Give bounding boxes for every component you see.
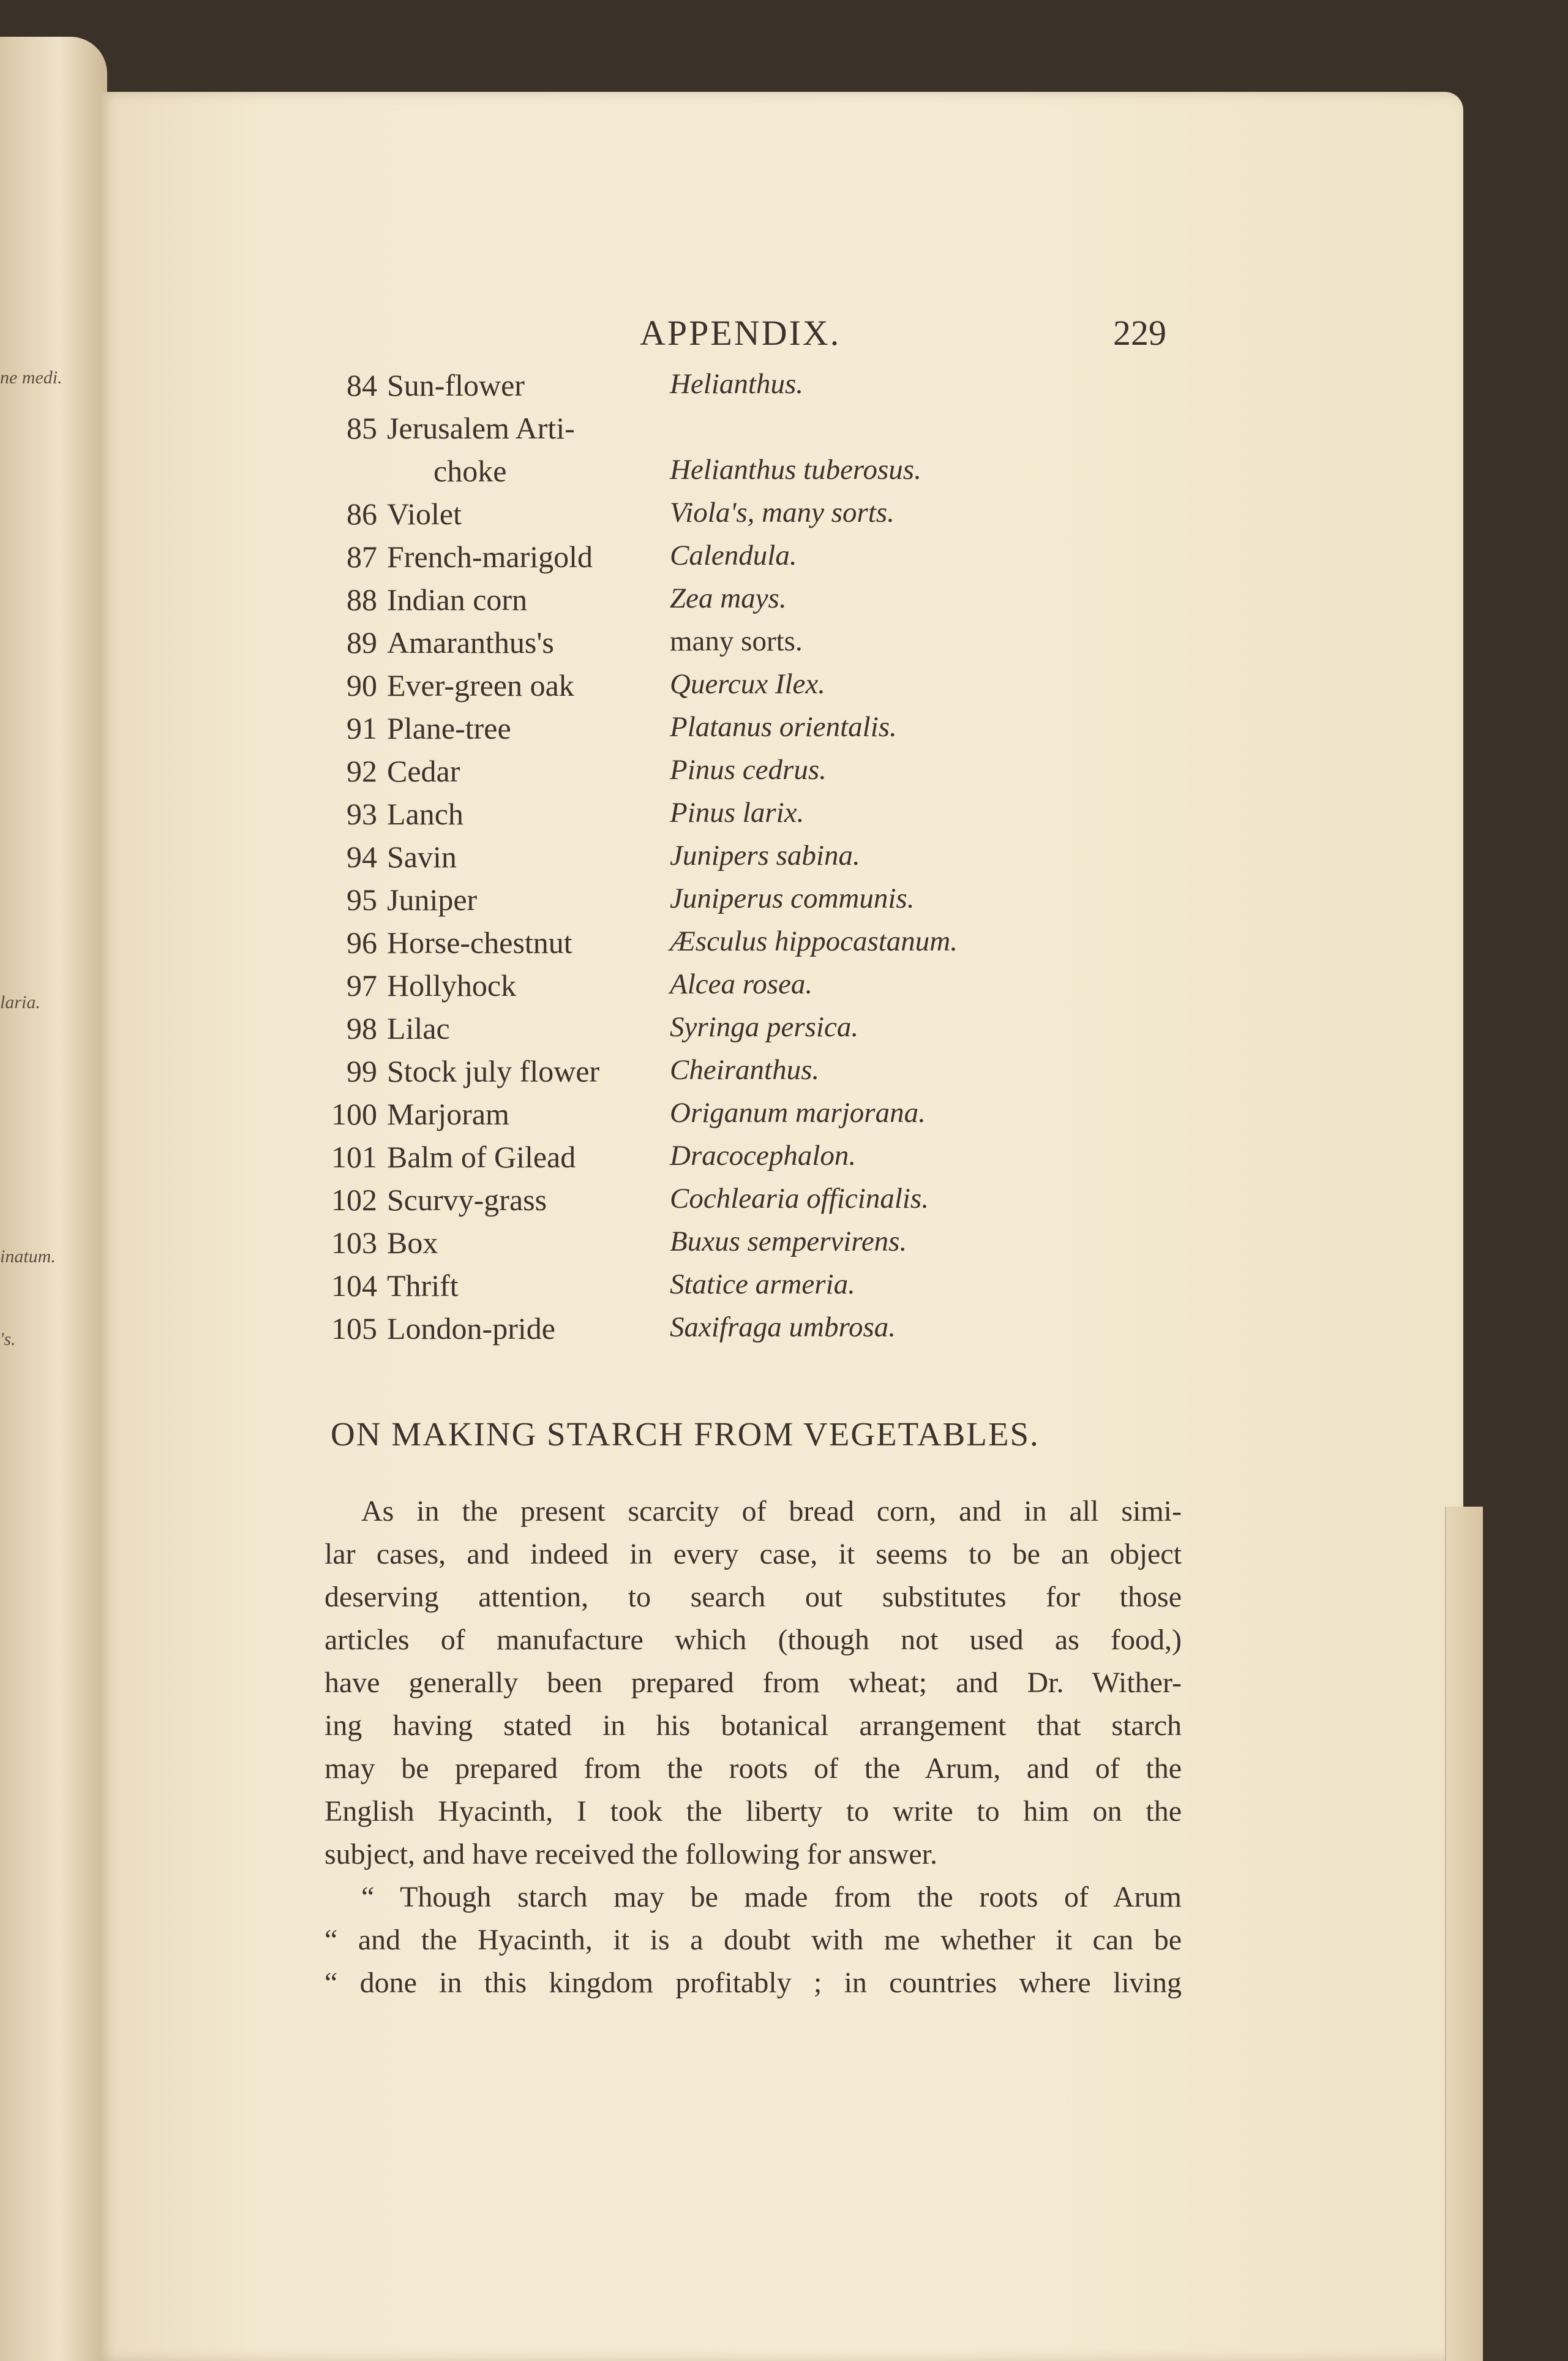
plant-latin-name: Buxus sempervirens. <box>670 1226 907 1257</box>
plant-latin-name: Cochlearia officinalis. <box>670 1183 929 1214</box>
plant-latin-name: Syringa persica. <box>670 1011 859 1043</box>
plant-common-name: Ever-green oak <box>387 668 574 702</box>
text-line: subject, and have received the following for answer. <box>324 1838 937 1870</box>
margin-note: laria. <box>0 992 40 1012</box>
plant-row <box>0 625 1568 668</box>
plant-common-name: Indian corn <box>387 582 528 617</box>
plant-common-name: Jerusalem Arti- <box>387 411 575 445</box>
page-fold-edge <box>1445 1507 1483 2361</box>
section-heading: ON MAKING STARCH FROM VEGETABLES. <box>331 1415 1040 1453</box>
plant-common-name: Plane-tree <box>387 711 511 745</box>
plant-row <box>0 1053 1568 1096</box>
plant-common-name: Amaranthus's <box>387 625 554 660</box>
plant-common-name: Marjoram <box>387 1097 509 1131</box>
plant-number: 97 <box>347 968 377 1003</box>
margin-note: ne medi. <box>0 367 62 388</box>
plant-common-name: Box <box>387 1226 438 1260</box>
text-line: “ and the Hyacinth, it is a doubt with me whether it can be <box>324 1924 1182 1956</box>
plant-latin-name: Juniperus communis. <box>670 883 915 914</box>
plant-number: 101 <box>331 1140 377 1174</box>
plant-number: 93 <box>347 797 377 831</box>
plant-row <box>0 1096 1568 1139</box>
plant-number: 87 <box>347 540 377 574</box>
plant-row <box>0 753 1568 796</box>
plant-number: 104 <box>331 1268 377 1303</box>
plant-common-name: choke <box>433 454 507 488</box>
plant-latin-name: Dracocephalon. <box>670 1140 857 1172</box>
plant-row <box>0 710 1568 753</box>
plant-number: 85 <box>347 411 377 445</box>
page-number: 229 <box>1113 313 1166 353</box>
plant-row <box>0 1311 1568 1354</box>
plant-common-name: Juniper <box>387 883 478 917</box>
plant-latin-name: Origanum marjorana. <box>670 1097 926 1129</box>
plant-row <box>0 367 1568 410</box>
plant-latin-name: Helianthus tuberosus. <box>670 454 921 486</box>
plant-row <box>0 968 1568 1011</box>
plant-latin-name: Cheiranthus. <box>670 1054 820 1086</box>
text-line: “ Though starch may be made from the roots of Arum <box>361 1881 1182 1913</box>
plant-number: 95 <box>347 883 377 917</box>
plant-number: 105 <box>331 1311 377 1346</box>
plant-row <box>0 1139 1568 1182</box>
plant-number: 100 <box>331 1097 377 1131</box>
margin-note: 's. <box>0 1329 16 1349</box>
plant-row <box>0 539 1568 582</box>
plant-latin-name: Pinus larix. <box>670 797 805 829</box>
plant-common-name: Scurvy-grass <box>387 1183 547 1217</box>
text-line: As in the present scarcity of bread corn, and in all simi- <box>361 1495 1182 1527</box>
plant-latin-name: Platanus orientalis. <box>670 711 897 743</box>
plant-latin-name: Statice armeria. <box>670 1268 855 1300</box>
plant-common-name: French-marigold <box>387 540 593 574</box>
plant-latin-name: Calendula. <box>670 540 797 571</box>
plant-number: 102 <box>331 1183 377 1217</box>
plant-common-name: Cedar <box>387 754 460 788</box>
plant-row <box>0 453 1568 496</box>
text-line: deserving attention, to search out substitutes for those <box>324 1581 1182 1613</box>
text-line: lar cases, and indeed in every case, it seems to be an object <box>324 1538 1182 1570</box>
plant-row <box>0 882 1568 925</box>
plant-row <box>0 496 1568 539</box>
plant-row <box>0 925 1568 968</box>
plant-latin-name: Alcea rosea. <box>670 968 813 1000</box>
plant-common-name: Thrift <box>387 1268 459 1303</box>
plant-common-name: Violet <box>387 497 462 531</box>
margin-note: inatum. <box>0 1246 56 1267</box>
plant-latin-name: Æsculus hippocastanum. <box>670 925 958 957</box>
plant-common-name: Sun-flower <box>387 368 525 402</box>
plant-number: 90 <box>347 668 377 702</box>
plant-number: 94 <box>347 840 377 874</box>
plant-row <box>0 796 1568 839</box>
plant-latin-name: Quercux Ilex. <box>670 668 826 700</box>
plant-number: 88 <box>347 582 377 617</box>
plant-number: 103 <box>331 1226 377 1260</box>
plant-common-name: Hollyhock <box>387 968 517 1003</box>
plant-row <box>0 410 1568 453</box>
plant-latin-name: Viola's, many sorts. <box>670 497 895 529</box>
text-line: ing having stated in his botanical arrangement that starch <box>324 1709 1182 1742</box>
plant-common-name: Lilac <box>387 1011 450 1045</box>
text-line: may be prepared from the roots of the Arum, and of the <box>324 1752 1182 1785</box>
plant-common-name: Lanch <box>387 797 463 831</box>
plant-common-name: Savin <box>387 840 457 874</box>
plant-number: 89 <box>347 625 377 660</box>
plant-common-name: London-pride <box>387 1311 555 1346</box>
text-line: English Hyacinth, I took the liberty to write to him on the <box>324 1795 1182 1828</box>
plant-latin-name: Junipers sabina. <box>670 840 860 872</box>
plant-common-name: Horse-chestnut <box>387 925 572 960</box>
plant-number: 84 <box>347 368 377 402</box>
text-line: have generally been prepared from wheat; and Dr. Wither- <box>324 1666 1182 1699</box>
plant-latin-name: Zea mays. <box>670 582 787 614</box>
plant-number: 86 <box>347 497 377 531</box>
plant-row <box>0 1011 1568 1053</box>
plant-common-name: Stock july flower <box>387 1054 600 1088</box>
plant-latin-name: Saxifraga umbrosa. <box>670 1311 896 1343</box>
running-header <box>0 312 1568 361</box>
plant-row <box>0 1268 1568 1311</box>
plant-number: 92 <box>347 754 377 788</box>
plant-row <box>0 582 1568 625</box>
plant-number: 91 <box>347 711 377 745</box>
plant-number: 98 <box>347 1011 377 1045</box>
plant-number: 99 <box>347 1054 377 1088</box>
plant-row <box>0 839 1568 882</box>
plant-row <box>0 1182 1568 1225</box>
plant-row <box>0 1225 1568 1268</box>
text-line: “ done in this kingdom profitably ; in countries where living <box>324 1967 1182 1999</box>
text-line: articles of manufacture which (though not used as food,) <box>324 1624 1182 1656</box>
running-title: APPENDIX. <box>640 313 841 353</box>
plant-row <box>0 668 1568 710</box>
plant-latin-name: many sorts. <box>670 625 803 657</box>
plant-latin-name: Helianthus. <box>670 368 804 400</box>
plant-latin-name: Pinus cedrus. <box>670 754 827 786</box>
plant-common-name: Balm of Gilead <box>387 1140 576 1174</box>
plant-number: 96 <box>347 925 377 960</box>
